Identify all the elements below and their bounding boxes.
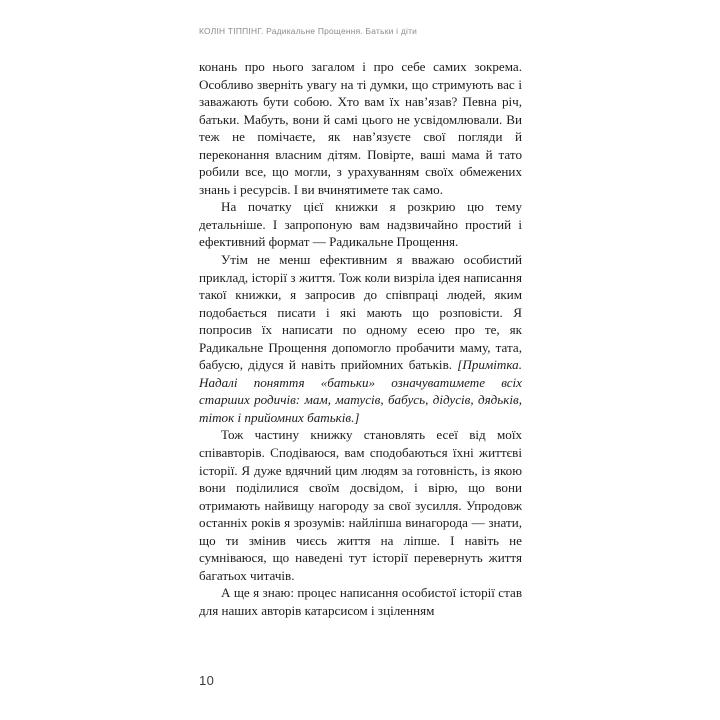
paragraph: конань про нього загалом і про себе самих зокрема. Особливо зверніть увагу на ті думки, що стримують вас і заважають бути собою. Хто вам їх нав’язав? Певна річ, батьки. Мабуть, вони й самі цього не усвідомлювали. Ви теж не помічаєте, як нав’язуєте свої погляди й переконання власним дітям. Повірте, ваші мама й тато робили все, що могли, з урахуванням своїх обмежених знань і ресурсів. І ви вчинятимете так само.: [199, 59, 522, 197]
page-number: 10: [199, 673, 215, 688]
paragraph: [199, 251, 522, 426]
paragraph: А ще я знаю: процес написання особистої історії став для наших авторів катарсисом і зціленням: [199, 585, 522, 618]
editorial-note: [Примітка. Надалі поняття «батьки» означуватимете всіх старших родичів: мам, матусів, бабусь, дідусів, дядьків, тіток і прийомних батьків.]: [199, 357, 522, 425]
running-head: КОЛІН ТІППІНГ. Радикальне Прощення. Батьки і діти: [199, 26, 418, 36]
paragraph: Тож частину книжку становлять есеї від моїх співавторів. Сподіваюся, вам сподобаються їхні життєві історії. Я дуже вдячний цим людям за готовність, із якою вони поділилися своїм досвідом, і вірю, що вони отримають найвищу нагороду за свої зусилля. Упродовж останніх років я зрозумів: найліпша винагорода — знати, що ти змінив чиєсь життя на ліпше. І навіть не сумніваюся, що наведені тут історії перевернуть життя багатьох читачів.: [199, 427, 522, 583]
body-text-block: [199, 58, 522, 620]
paragraph: На початку цієї книжки я розкрию цю тему детальніше. І запропоную вам надзвичайно простий і ефективний формат — Радикальне Прощення.: [199, 199, 522, 250]
paragraph-text: Утім не менш ефективним я вважаю особистий приклад, історії з життя. Тож коли визріла ідея написання такої книжки, я запросив до співпраці людей, яким подобається писати і які мають що розповісти. Я попросив їх написати по одному есею про те, як Радикальне Прощення допомогло пробачити маму, тата, бабусю, дідуся й навіть прийомних батьків.: [199, 252, 522, 373]
